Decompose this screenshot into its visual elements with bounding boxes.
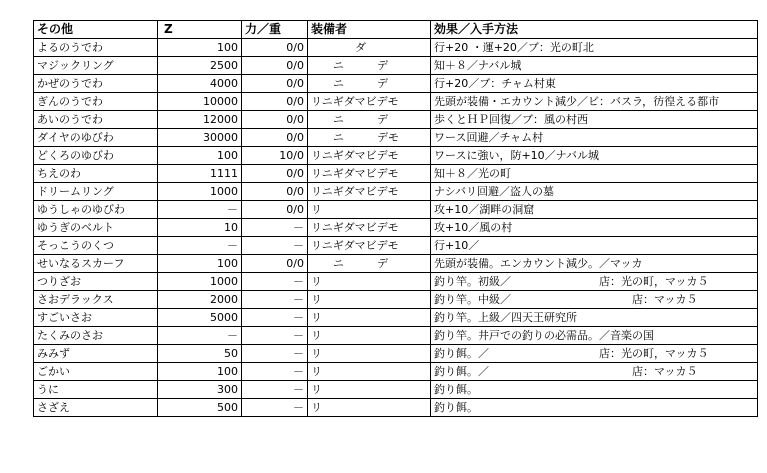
item-name-cell: そっこうのくつ [34,237,158,255]
equippable-cell: リ [308,201,431,219]
effect-cell: 釣り餌。／ 店：光の町，マッカ５ [431,345,758,363]
table-row [34,129,758,147]
price-cell: 100 [158,363,242,381]
item-name-cell: マジックリング [34,57,158,75]
effect-cell: 先頭が装備・エカウント減少／ビ：バスラ，彷徨える都市 [431,93,758,111]
item-name-cell: うに [34,381,158,399]
price-cell: 10 [158,219,242,237]
effect-cell: 歩くとＨＰ回復／ブ：風の村西 [431,111,758,129]
power-weight-cell: 10/0 [242,147,308,165]
power-weight-cell: － [242,237,308,255]
equippable-cell: リ [308,291,431,309]
power-weight-cell: 0/0 [242,111,308,129]
effect-cell: 知＋８／ナバル城 [431,57,758,75]
power-weight-cell: 0/0 [242,39,308,57]
equippable-cell: リ [308,273,431,291]
price-cell: 100 [158,39,242,57]
item-name-cell: ゆうしゃのゆびわ [34,201,158,219]
item-name-cell: あいのうでわ [34,111,158,129]
power-weight-cell: 0/0 [242,93,308,111]
equippable-cell: リ [308,399,431,417]
table-row [34,345,758,363]
price-cell: 4000 [158,75,242,93]
power-weight-cell: 0/0 [242,57,308,75]
effect-cell: 釣り餌。 [431,399,758,417]
price-cell: 1111 [158,165,242,183]
effect-cell: 先頭が装備。エンカウント減少。／マッカ [431,255,758,273]
power-weight-cell: 0/0 [242,183,308,201]
effect-cell: 行+20 ・運+20／ブ：光の町北 [431,39,758,57]
effect-cell: ワース回避／チャム村 [431,129,758,147]
equippable-cell: リ [308,381,431,399]
price-cell: 100 [158,147,242,165]
header-row [34,21,758,39]
price-cell: － [158,237,242,255]
power-weight-cell: － [242,363,308,381]
effect-cell: ナシバリ回避／盗人の墓 [431,183,758,201]
item-name-cell: ごかい [34,363,158,381]
equippable-cell: リニギダマビデモ [308,147,431,165]
effect-cell: 釣り竿。中級／ 店：マッカ５ [431,291,758,309]
price-cell: 500 [158,399,242,417]
item-table-sheet [33,20,758,417]
equippable-cell: リ [308,309,431,327]
table-row [34,111,758,129]
equippable-cell: リニギダマビデモ [308,93,431,111]
price-cell: 30000 [158,129,242,147]
item-name-cell: ダイヤのゆびわ [34,129,158,147]
equippable-cell: リニギダマビデモ [308,219,431,237]
effect-cell: 釣り竿。上級／四天王研究所 [431,309,758,327]
price-cell: 1000 [158,273,242,291]
price-cell: 2000 [158,291,242,309]
table-row [34,75,758,93]
power-weight-cell: 0/0 [242,129,308,147]
header-price: Z [158,21,242,39]
table-row [34,237,758,255]
item-name-cell: せいなるスカーフ [34,255,158,273]
price-cell: 1000 [158,183,242,201]
equippable-cell: ニ デ [308,255,431,273]
equippable-cell: リ [308,363,431,381]
table-row [34,219,758,237]
table-row [34,93,758,111]
item-name-cell: さざえ [34,399,158,417]
power-weight-cell: － [242,327,308,345]
item-name-cell: ぎんのうでわ [34,93,158,111]
header-equippable: 装備者 [308,21,431,39]
effect-cell: 行+20／ブ：チャム村東 [431,75,758,93]
price-cell: 5000 [158,309,242,327]
power-weight-cell: － [242,345,308,363]
equippable-cell: ニ デモ [308,129,431,147]
equippable-cell: ニ デ [308,57,431,75]
item-name-cell: よるのうでわ [34,39,158,57]
header-other: その他 [34,21,158,39]
table-row [34,57,758,75]
table-row [34,183,758,201]
item-name-cell: たくみのさお [34,327,158,345]
table-row [34,363,758,381]
header-effect-source: 効果／入手方法 [431,21,758,39]
item-name-cell: ドリームリング [34,183,158,201]
effect-cell: 釣り餌。 [431,381,758,399]
price-cell: 10000 [158,93,242,111]
equippable-cell: リニギダマビデモ [308,165,431,183]
item-name-cell: つりざお [34,273,158,291]
power-weight-cell: 0/0 [242,165,308,183]
effect-cell: 知＋８／光の町 [431,165,758,183]
table-row [34,309,758,327]
power-weight-cell: 0/0 [242,75,308,93]
power-weight-cell: 0/0 [242,201,308,219]
equippable-cell: ニ デ [308,75,431,93]
item-name-cell: みみず [34,345,158,363]
price-cell: － [158,327,242,345]
other-items-table [33,20,758,417]
item-name-cell: すごいさお [34,309,158,327]
item-name-cell: かぜのうでわ [34,75,158,93]
effect-cell: 行+10／ [431,237,758,255]
power-weight-cell: － [242,399,308,417]
price-cell: 12000 [158,111,242,129]
price-cell: 100 [158,255,242,273]
power-weight-cell: － [242,291,308,309]
price-cell: 50 [158,345,242,363]
power-weight-cell: － [242,381,308,399]
table-row [34,327,758,345]
item-name-cell: どくろのゆびわ [34,147,158,165]
power-weight-cell: － [242,309,308,327]
power-weight-cell: 0/0 [242,255,308,273]
effect-cell: 釣り餌。／ 店：マッカ５ [431,363,758,381]
equippable-cell: ニ デ [308,111,431,129]
power-weight-cell: － [242,219,308,237]
header-power-weight: 力／重 [242,21,308,39]
table-row [34,255,758,273]
equippable-cell: リ [308,327,431,345]
power-weight-cell: － [242,273,308,291]
effect-cell: 釣り竿。初級／ 店：光の町，マッカ５ [431,273,758,291]
table-row [34,39,758,57]
price-cell: － [158,201,242,219]
table-row [34,291,758,309]
equippable-cell: リ [308,345,431,363]
table-row [34,273,758,291]
table-row [34,381,758,399]
price-cell: 2500 [158,57,242,75]
table-row [34,399,758,417]
equippable-cell: ダ [308,39,431,57]
item-name-cell: ちえのわ [34,165,158,183]
item-name-cell: ゆうぎのベルト [34,219,158,237]
effect-cell: ワースに強い，防+10／ナバル城 [431,147,758,165]
effect-cell: 釣り竿。井戸での釣りの必需品。／音楽の国 [431,327,758,345]
price-cell: 300 [158,381,242,399]
table-row [34,165,758,183]
equippable-cell: リニギダマビデモ [308,237,431,255]
effect-cell: 攻+10／湖畔の洞窟 [431,201,758,219]
table-row [34,147,758,165]
equippable-cell: リニギダマビデモ [308,183,431,201]
effect-cell: 攻+10／風の村 [431,219,758,237]
table-row [34,201,758,219]
item-name-cell: さおデラックス [34,291,158,309]
